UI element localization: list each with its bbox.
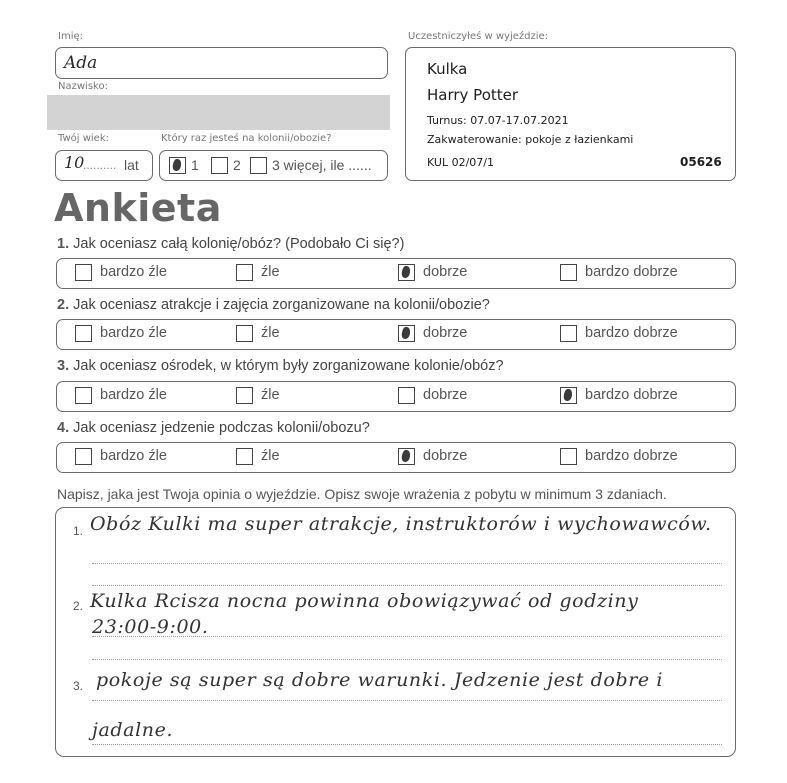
age-unit: lat <box>124 157 139 173</box>
answer-label: bardzo dobrze <box>585 448 678 464</box>
answer-label: bardzo dobrze <box>585 264 678 280</box>
opinion-text-3a: pokoje są super są dobre warunki. Jedzenie jest dobre i <box>96 669 664 691</box>
answer-label: bardzo źle <box>100 325 167 341</box>
answer-checkbox-q1-1[interactable] <box>75 264 92 281</box>
opinion-prompt: Napisz, jaka jest Twoja opinia o wyjeździe. Opisz swoje wrażenia z pobytu w minimum 3 zdaniach. <box>57 486 667 502</box>
answer-checkbox-q4-4[interactable] <box>560 448 577 465</box>
answer-label: bardzo źle <box>100 448 167 464</box>
answer-checkbox-q1-4[interactable] <box>560 264 577 281</box>
opinion-text-3b: jadalne. <box>92 719 174 741</box>
question-text: Jak oceniasz całą kolonię/obóz? (Podobało Ci się?) <box>73 236 405 252</box>
question-3 <box>57 358 504 374</box>
name-field[interactable] <box>55 47 388 79</box>
times-checkbox-2[interactable] <box>211 157 228 174</box>
name-value: Ada <box>64 53 98 73</box>
age-field[interactable] <box>55 150 153 181</box>
times-checkbox-1[interactable] <box>169 157 186 174</box>
opinion-num-3: 3. <box>73 679 84 693</box>
question-number: 4. <box>57 420 70 436</box>
opinion-text-2b: 23:00-9:00. <box>92 616 209 638</box>
age-value: 10 <box>64 153 85 172</box>
answer-checkbox-q2-3[interactable] <box>398 325 415 342</box>
question-text: Jak oceniasz atrakcje i zajęcia zorganizowane na kolonii/obozie? <box>73 297 490 313</box>
answer-label: bardzo dobrze <box>585 325 678 341</box>
answer-label: dobrze <box>423 387 468 403</box>
surname-redaction <box>47 95 390 130</box>
card-line1: Kulka <box>427 60 468 78</box>
answer-label: dobrze <box>423 325 468 341</box>
answer-checkbox-q4-3[interactable] <box>398 448 415 465</box>
times-option-1: 1 <box>191 157 199 173</box>
question-text: Jak oceniasz ośrodek, w którym były zorganizowane kolonie/obóz? <box>73 358 504 374</box>
answer-label: dobrze <box>423 264 468 280</box>
answer-checkbox-q3-1[interactable] <box>75 387 92 404</box>
opinion-text-2a: Kulka Rcisza nocna powinna obowiązywać od godziny <box>90 590 639 612</box>
answer-checkbox-q3-2[interactable] <box>236 387 253 404</box>
question-number: 3. <box>57 358 70 374</box>
writing-line <box>92 585 722 586</box>
participant-card <box>405 47 736 181</box>
question-number: 1. <box>57 236 70 252</box>
writing-line <box>92 700 722 701</box>
card-number: 05626 <box>680 155 722 169</box>
opinion-num-2: 2. <box>73 599 84 613</box>
times-label: Który raz jesteś na kolonii/obozie? <box>161 133 332 144</box>
writing-line <box>92 744 722 745</box>
answer-checkbox-q2-1[interactable] <box>75 325 92 342</box>
age-label: Twój wiek: <box>58 133 109 144</box>
answer-label: bardzo źle <box>100 387 167 403</box>
answer-label: źle <box>261 264 280 280</box>
card-code: KUL 02/07/1 <box>427 156 494 169</box>
answer-label: bardzo dobrze <box>585 387 678 403</box>
surname-label: Nazwisko: <box>58 81 108 92</box>
times-field <box>159 150 388 181</box>
question-number: 2. <box>57 297 70 313</box>
answer-checkbox-q1-3[interactable] <box>398 264 415 281</box>
question-2 <box>57 297 490 313</box>
answer-label: bardzo źle <box>100 264 167 280</box>
answer-label: źle <box>261 448 280 464</box>
opinion-text-1a: Obóz Kulki ma super atrakcje, instruktorów i wychowawców. <box>90 513 712 535</box>
participant-label: Uczestniczyłeś w wyjeździe: <box>408 31 549 42</box>
question-4 <box>57 420 370 436</box>
answer-label: źle <box>261 387 280 403</box>
answer-checkbox-q3-3[interactable] <box>398 387 415 404</box>
card-zakwaterowanie: Zakwaterowanie: pokoje z łazienkami <box>427 133 634 146</box>
writing-line <box>92 659 722 660</box>
answer-checkbox-q3-4[interactable] <box>560 387 577 404</box>
answer-checkbox-q1-2[interactable] <box>236 264 253 281</box>
question-text: Jak oceniasz jedzenie podczas kolonii/obozu? <box>73 420 370 436</box>
survey-title: Ankieta <box>54 186 222 230</box>
card-turnus: Turnus: 07.07-17.07.2021 <box>427 114 569 127</box>
answer-label: źle <box>261 325 280 341</box>
answer-checkbox-q4-2[interactable] <box>236 448 253 465</box>
writing-line <box>92 563 722 564</box>
answer-checkbox-q2-4[interactable] <box>560 325 577 342</box>
answer-label: dobrze <box>423 448 468 464</box>
times-option-3: 3 więcej, ile ...... <box>272 157 372 173</box>
answer-checkbox-q2-2[interactable] <box>236 325 253 342</box>
card-line2: Harry Potter <box>427 86 519 104</box>
name-label: Imię: <box>58 31 83 42</box>
times-checkbox-3[interactable] <box>250 157 267 174</box>
times-option-2: 2 <box>233 157 241 173</box>
age-dots: .......... <box>83 158 117 172</box>
opinion-num-1: 1. <box>73 524 84 538</box>
answer-checkbox-q4-1[interactable] <box>75 448 92 465</box>
question-1 <box>57 236 404 252</box>
